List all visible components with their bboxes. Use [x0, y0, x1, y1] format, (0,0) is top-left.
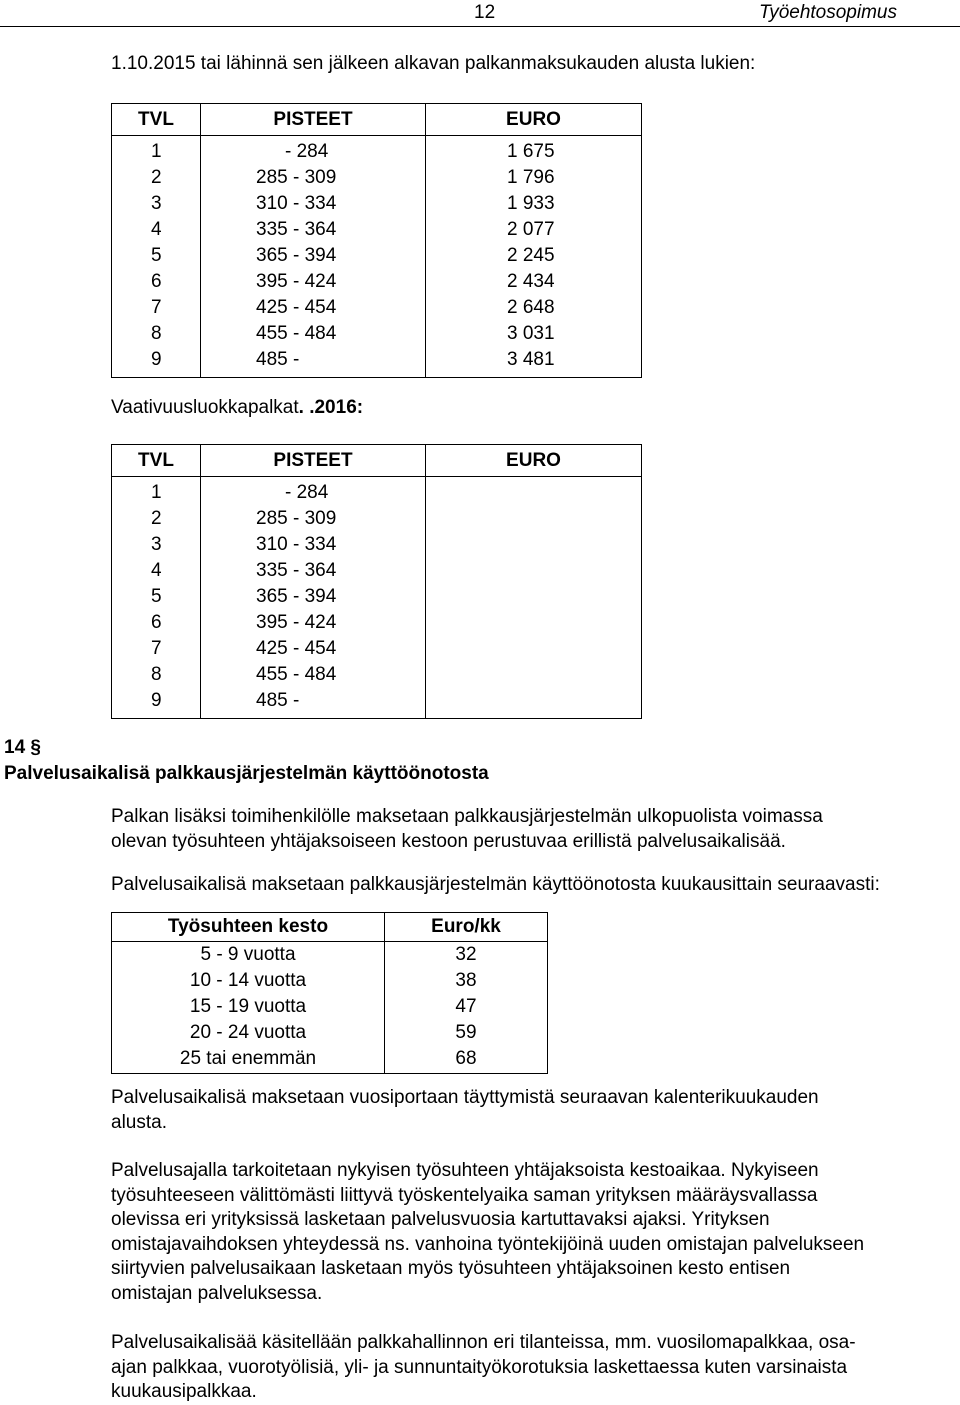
pisteet-cell: 455 - 484: [256, 323, 337, 344]
duration-cell: 15 - 19 vuotta: [189, 996, 307, 1017]
caption-year: . .2016:: [298, 397, 364, 418]
salary-table-2015: [111, 103, 642, 378]
amount-cell: 38: [455, 970, 477, 991]
pisteet-cell: 425 - 454: [256, 297, 337, 318]
tvl-cell: 5: [151, 586, 162, 607]
amount-cell: 47: [455, 996, 477, 1017]
tvl-cell: 3: [151, 193, 162, 214]
tvl-cell: 2: [151, 508, 162, 529]
euro-cell: 1 933: [507, 193, 555, 214]
pisteet-cell: 485 -: [256, 690, 300, 711]
pisteet-cell: 455 - 484: [256, 664, 337, 685]
text-line: olevan työsuhteen yhtäjaksoiseen kestoon perustuvaa erillistä palvelusaikalisää.: [111, 830, 786, 852]
tvl-cell: 7: [151, 638, 162, 659]
intro-text: 1.10.2015 tai lähinnä sen jälkeen alkavan palkanmaksukauden alusta lukien:: [111, 53, 756, 74]
tvl-column: [112, 477, 201, 719]
text-line: Palkan lisäksi toimihenkilölle maksetaan palkkausjärjestelmän ulkopuolista voimassa: [111, 806, 823, 827]
euro-cell: [426, 558, 641, 584]
tvl-cell: 9: [151, 349, 162, 370]
pisteet-column: [201, 477, 426, 719]
table2-caption: [111, 397, 363, 419]
pisteet-cell: 335 - 364: [256, 219, 337, 240]
text-line: siirtyvien palvelusaikaan lasketaan myös työsuhteen yhtäjaksoinen kesto entisen: [111, 1258, 791, 1279]
tvl-cell: 1: [151, 482, 162, 503]
pisteet-cell: 395 - 424: [256, 271, 337, 292]
euro-cell: 3 031: [507, 323, 555, 344]
text-line: ajan palkkaa, vuorotyölisiä, yli- ja sunnuntaityökorotuksia laskettaessa kuten varsinaista: [111, 1356, 848, 1378]
euro-cell: 2 648: [507, 297, 555, 318]
header-euro: EURO: [426, 445, 642, 477]
duration-cell: 10 - 14 vuotta: [189, 970, 307, 991]
header-tvl: TVL: [112, 104, 201, 136]
pisteet-cell: 285 - 309: [256, 167, 337, 188]
header-euro: EURO: [426, 104, 642, 136]
document-title: Työehtosopimus: [759, 2, 897, 23]
pisteet-cell: - 284: [285, 482, 329, 503]
paragraph: [111, 1086, 931, 1135]
paragraph: [111, 873, 931, 898]
tvl-cell: 2: [151, 167, 162, 188]
tvl-cell: 6: [151, 612, 162, 633]
tvl-cell: 4: [151, 560, 162, 581]
duration-column: [112, 942, 385, 1074]
header-tvl: TVL: [112, 445, 201, 477]
amount-cell: 32: [455, 944, 477, 965]
euro-cell: 2 245: [507, 245, 555, 266]
text-line: Palvelusaikalisä maksetaan vuosiportaan täyttymistä seuraavan kalenterikuukauden: [111, 1087, 819, 1108]
tvl-cell: 1: [151, 141, 162, 162]
page-number: 12: [474, 2, 496, 23]
euro-cell: 2 434: [507, 271, 555, 292]
section-title: Palvelusaikalisä palkkausjärjestelmän käyttöönotosta: [4, 763, 489, 784]
pisteet-cell: 310 - 334: [256, 534, 337, 555]
duration-cell: 20 - 24 vuotta: [189, 1022, 307, 1043]
tvl-cell: 6: [151, 271, 162, 292]
euro-cell: [426, 506, 641, 532]
caption-text: Vaativuusluokkapalkat: [111, 397, 299, 418]
duration-cell: 5 - 9 vuotta: [200, 944, 296, 965]
paragraph: [111, 1331, 931, 1405]
pisteet-cell: 365 - 394: [256, 245, 337, 266]
amount-column: [385, 942, 548, 1074]
tvl-cell: 5: [151, 245, 162, 266]
page-header: [0, 0, 960, 27]
text-line: alusta.: [111, 1111, 167, 1133]
text-line: omistajan palveluksessa.: [111, 1282, 323, 1304]
euro-cell: 1 675: [507, 141, 555, 162]
pisteet-column: [201, 136, 426, 378]
euro-cell: [426, 480, 641, 506]
euro-cell: [426, 662, 641, 688]
pisteet-cell: 365 - 394: [256, 586, 337, 607]
pisteet-cell: 395 - 424: [256, 612, 337, 633]
tvl-cell: 8: [151, 323, 162, 344]
pisteet-cell: 310 - 334: [256, 193, 337, 214]
euro-cell: [426, 610, 641, 636]
service-allowance-table: [111, 912, 548, 1074]
tvl-cell: 8: [151, 664, 162, 685]
header-duration: Työsuhteen kesto: [112, 913, 385, 942]
tvl-cell: 4: [151, 219, 162, 240]
euro-cell: 2 077: [507, 219, 555, 240]
euro-column: [426, 136, 642, 378]
paragraph: [111, 805, 931, 854]
duration-cell: 25 tai enemmän: [179, 1048, 317, 1069]
euro-cell: 3 481: [507, 349, 555, 370]
euro-cell: [426, 584, 641, 610]
pisteet-cell: 285 - 309: [256, 508, 337, 529]
pisteet-cell: - 284: [285, 141, 329, 162]
euro-column: [426, 477, 642, 719]
tvl-cell: 9: [151, 690, 162, 711]
tvl-cell: 7: [151, 297, 162, 318]
text-line: kuukausipalkkaa.: [111, 1381, 257, 1402]
salary-table-2016: [111, 444, 642, 719]
pisteet-cell: 335 - 364: [256, 560, 337, 581]
tvl-column: [112, 136, 201, 378]
header-pisteet: PISTEET: [201, 445, 426, 477]
euro-cell: 1 796: [507, 167, 555, 188]
tvl-cell: 3: [151, 534, 162, 555]
pisteet-cell: 485 -: [256, 349, 300, 370]
text-line: työsuhteeseen välittömästi liittyvä työskentelyaika saman yrityksen määräysvallassa: [111, 1184, 818, 1206]
paragraph: [111, 1159, 931, 1306]
pisteet-cell: 425 - 454: [256, 638, 337, 659]
header-pisteet: PISTEET: [201, 104, 426, 136]
euro-cell: [426, 636, 641, 662]
text-line: Palvelusaikalisä maksetaan palkkausjärjestelmän käyttöönotosta kuukausittain seuraavasti:: [111, 874, 880, 895]
header-euro-per-month: Euro/kk: [385, 913, 548, 942]
euro-cell: [426, 532, 641, 558]
text-line: Palvelusaikalisää käsitellään palkkahallinnon eri tilanteissa, mm. vuosilomapalkkaa, osa-: [111, 1332, 856, 1353]
amount-cell: 68: [455, 1048, 477, 1069]
text-line: Palvelusajalla tarkoitetaan nykyisen työsuhteen yhtäjaksoista kestoaikaa. Nykyiseen: [111, 1160, 819, 1181]
text-line: olevissa eri yrityksissä lasketaan palvelusvuosia kartuttavaksi ajaksi. Yrityksen: [111, 1209, 770, 1230]
amount-cell: 59: [455, 1022, 477, 1043]
euro-cell: [426, 688, 641, 714]
section-number: 14 §: [4, 737, 41, 758]
text-line: omistajavaihdoksen yhteydessä ns. vanhoina työntekijöinä uuden omistajan palvelukseen: [111, 1233, 865, 1255]
